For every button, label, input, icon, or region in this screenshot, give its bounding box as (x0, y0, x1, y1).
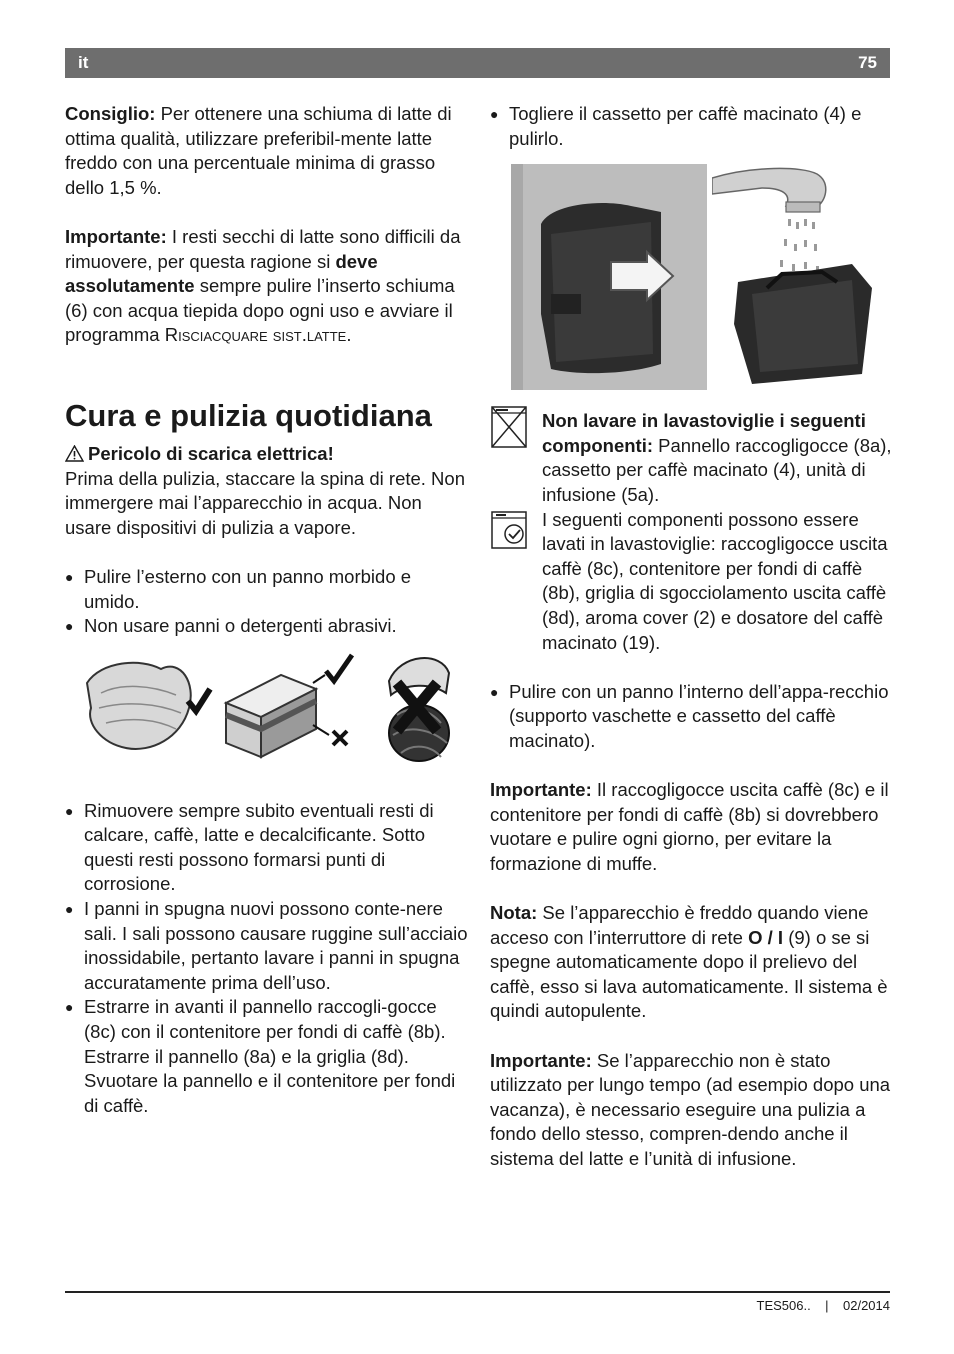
list-item: ● Estrarre in avanti il pannello raccogli-gocce (8c) con il contenitore per fondi di caffè (8b). Estrarre il pannello (8a) e la griglia (8d). Svuotare la pannello e il contenitore per fondi di caffè. (65, 995, 470, 1118)
important-paragraph-1: Importante: I resti secchi di latte sono difficili da rimuovere, per questa ragione si deve assolutamente sempre pulire l’inserto schiuma (6) con acqua tiepida dopo ogni uso e avviare il programma Risciacquare sist.latte. (65, 225, 461, 346)
note-paragraph: Nota: Se l’apparecchio è freddo quando viene acceso con l’interruttore di rete O / I (9) o se si spegne automaticamente dopo il prelievo del caffè, esso si lava automaticamente. Il sistema è quindi autopulente. (490, 902, 888, 1022)
drawer-list (490, 102, 895, 151)
page-number: 75 (858, 53, 877, 72)
faucet-rinsing-illustration (712, 164, 882, 390)
right-column (490, 102, 895, 1172)
footer-divider (65, 1291, 890, 1293)
left-column (65, 102, 470, 1118)
edition-date: 02/2014 (843, 1298, 890, 1313)
power-switch-label: O / I (748, 926, 784, 948)
list-item: ● Rimuovere sempre subito eventuali resti di calcare, caffè, latte e decalcificante. Sotto questi resti possono formarsi punti di corrosione. (65, 799, 470, 897)
cleaning-cloth-illustration (81, 653, 466, 773)
model-number: TES506.. (756, 1298, 811, 1313)
page-footer: TES506.. | 02/2014 (756, 1298, 890, 1313)
warning-icon (65, 445, 84, 462)
important-paragraph-3: Importante: Se l’apparecchio non è stato utilizzato per lungo tempo (ad esempio dopo una vacanza), è necessario eseguire una pulizia a fondo dello stesso, compren-dendo anche il sistema del latte e l’unità di infusione. (490, 1049, 891, 1169)
list-item: ● Togliere il cassetto per caffè macinato (4) e pulirlo. (490, 102, 895, 151)
cleaning-list-2 (65, 799, 470, 1119)
warning-text: Prima della pulizia, staccare la spina di rete. Non immergere mai l’apparecchio in acqua. Non usare dispositivi di pulizia a vapore. (65, 467, 465, 538)
dishwasher-safe-icon (490, 510, 530, 552)
interior-list (490, 680, 895, 754)
cleaning-list-1 (65, 565, 470, 639)
program-name: Risciacquare sist.latte (164, 324, 347, 346)
language-code: it (78, 53, 89, 72)
list-item: ● Pulire l’esterno con un panno morbido e umido. (65, 565, 470, 614)
list-item: ● Pulire con un panno l’interno dell’appa-recchio (supporto vaschette e cassetto del caffè macinato). (490, 680, 895, 754)
no-dishwasher-note: Non lavare in lavastoviglie i seguenti componenti: Pannello raccogligocce (8a), cassetto per caffè macinato (4), unità di infusione (5a). (490, 409, 895, 507)
warning-title: Pericolo di scarica elettrica! (65, 442, 470, 467)
dishwasher-safe-note: I seguenti componenti possono essere lavati in lavastoviglie: raccogligocce uscita caffè (8c), contenitore per fondi di caffè (8b), griglia di sgocciolamento uscita caffè (8d), aroma cover (2) e dosatore del caffè macinato (19). (490, 508, 895, 656)
coffee-drawer-illustration (511, 164, 707, 390)
section-heading: Cura e pulizia quotidiana (65, 397, 432, 433)
list-item: ● I panni in spugna nuovi possono conte-nere sali. I sali possono causare ruggine sull’acciaio inossidabile, pertanto lavare i panni in spugna accuratamente prima dell’uso. (65, 897, 470, 995)
page-header (65, 48, 890, 78)
no-dishwasher-icon (490, 403, 530, 449)
list-item: ● Non usare panni o detergenti abrasivi. (65, 614, 470, 639)
tip-paragraph: Consiglio: Per ottenere una schiuma di latte di ottima qualità, utilizzare preferibil-mente latte freddo con una percentuale minima di grasso dello 1,5 %. (65, 103, 452, 198)
important-paragraph-2: Importante: Il raccogligocce uscita caffè (8c) e il contenitore per fondi di caffè (8b) si dovrebbero vuotare e pulire ogni giorno, per evitare la formazione di muffe. (490, 779, 889, 874)
